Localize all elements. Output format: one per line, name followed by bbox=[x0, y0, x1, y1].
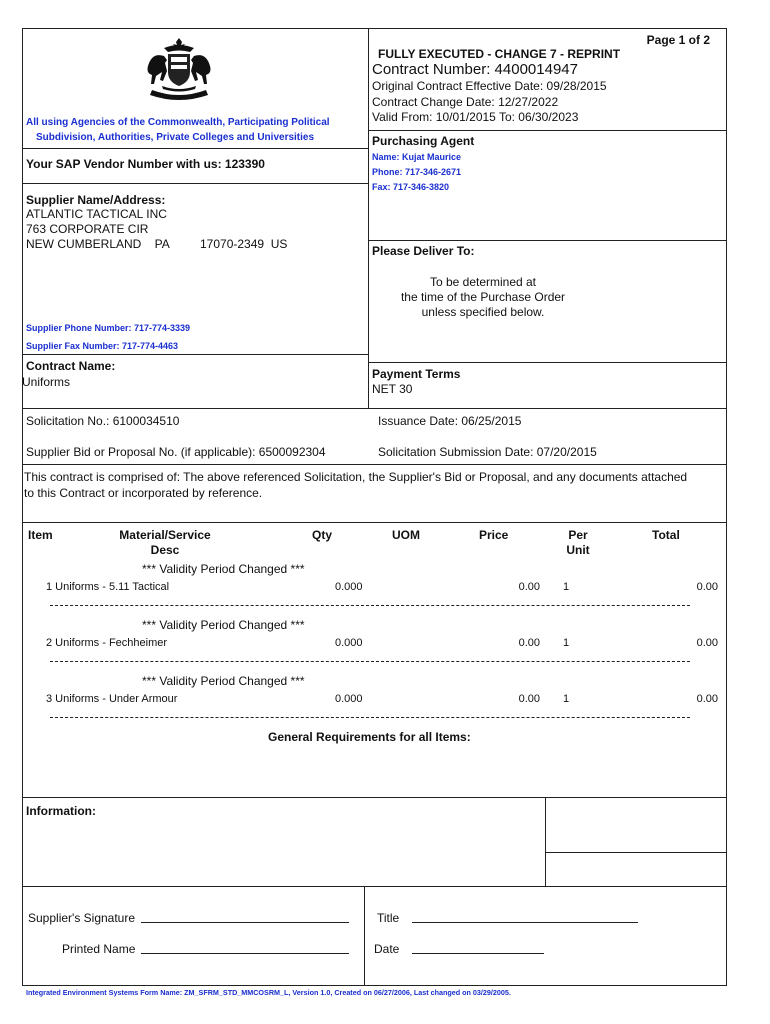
item-separator bbox=[50, 605, 690, 606]
deliver-line-1: To be determined at bbox=[429, 275, 537, 289]
issuance-date: Issuance Date: 06/25/2015 bbox=[378, 414, 522, 428]
supplier-zip: 17070-2349 US bbox=[200, 237, 288, 251]
contract-name-value: Uniforms bbox=[22, 375, 71, 389]
item-per: 1 bbox=[563, 581, 570, 593]
title-label: Title bbox=[377, 911, 400, 925]
information-heading: Information: bbox=[26, 804, 96, 818]
payment-terms-title: Payment Terms bbox=[372, 367, 461, 381]
col-qty: Qty bbox=[312, 528, 333, 542]
purchasing-agent-title: Purchasing Agent bbox=[372, 134, 475, 148]
supplier-title: Supplier Name/Address: bbox=[26, 193, 166, 207]
supplier-phone: Supplier Phone Number: 717-774-3339 bbox=[26, 323, 191, 333]
col-price: Price bbox=[479, 528, 509, 542]
item-note: *** Validity Period Changed *** bbox=[142, 674, 305, 688]
supplier-street: 763 CORPORATE CIR bbox=[26, 222, 149, 236]
purchasing-agent-fax: Fax: 717-346-3820 bbox=[372, 182, 450, 192]
supplier-signature-line[interactable] bbox=[141, 912, 349, 923]
item-note: *** Validity Period Changed *** bbox=[142, 562, 305, 576]
deliver-line-3: unless specified below. bbox=[421, 305, 545, 319]
item-qty: 0.000 bbox=[335, 693, 363, 705]
original-effective-date: Original Contract Effective Date: 09/28/2015 bbox=[372, 79, 607, 93]
item-qty: 0.000 bbox=[335, 581, 363, 593]
item-price: 0.00 bbox=[518, 581, 540, 593]
item-qty: 0.000 bbox=[335, 637, 363, 649]
col-material: Material/Service bbox=[119, 528, 211, 542]
payment-terms-value: NET 30 bbox=[372, 382, 413, 396]
supplier-signature-label: Supplier's Signature bbox=[28, 911, 136, 925]
supplier-name: ATLANTIC TACTICAL INC bbox=[26, 207, 167, 221]
item-per: 1 bbox=[563, 637, 570, 649]
purchasing-agent-phone: Phone: 717-346-2671 bbox=[372, 167, 462, 177]
title-line[interactable] bbox=[412, 912, 638, 923]
col-per-unit: Unit bbox=[566, 543, 590, 557]
item-line: 3 Uniforms - Under Armour bbox=[46, 693, 178, 705]
item-total: 0.00 bbox=[696, 637, 718, 649]
supplier-bid-number: Supplier Bid or Proposal No. (if applicable): 6500092304 bbox=[26, 445, 326, 459]
sap-vendor-number: Your SAP Vendor Number with us: 123390 bbox=[26, 157, 265, 171]
item-price: 0.00 bbox=[518, 693, 540, 705]
col-per: Per bbox=[568, 528, 588, 542]
item-line: 1 Uniforms - 5.11 Tactical bbox=[46, 581, 170, 593]
deliver-line-2: the time of the Purchase Order bbox=[400, 290, 566, 304]
item-note: *** Validity Period Changed *** bbox=[142, 618, 305, 632]
valid-period: Valid From: 10/01/2015 To: 06/30/2023 bbox=[372, 110, 579, 124]
purchasing-agent-name: Name: Kujat Maurice bbox=[372, 152, 462, 162]
col-total: Total bbox=[652, 528, 680, 542]
page-number: Page 1 of 2 bbox=[646, 33, 710, 47]
date-label: Date bbox=[374, 942, 400, 956]
item-total: 0.00 bbox=[696, 581, 718, 593]
printed-name-line[interactable] bbox=[141, 943, 349, 954]
general-requirements-heading: General Requirements for all Items: bbox=[268, 730, 471, 744]
contract-change-date: Contract Change Date: 12/27/2022 bbox=[372, 95, 559, 109]
item-price: 0.00 bbox=[518, 637, 540, 649]
col-material-desc: Desc bbox=[150, 543, 180, 557]
col-item: Item bbox=[28, 528, 53, 542]
document-status: FULLY EXECUTED - CHANGE 7 - REPRINT bbox=[378, 47, 621, 61]
contract-number: Contract Number: 4400014947 bbox=[372, 61, 578, 78]
item-per: 1 bbox=[563, 693, 570, 705]
item-total: 0.00 bbox=[696, 693, 718, 705]
agencies-line-2: Subdivision, Authorities, Private Colleges and Universities bbox=[36, 132, 315, 143]
commonwealth-seal-icon bbox=[140, 36, 218, 102]
comprised-line-1: This contract is comprised of: The above referenced Solicitation, the Supplier's Bid or Proposal, and any documents attached bbox=[24, 470, 688, 484]
contract-name-title: Contract Name: bbox=[26, 359, 116, 373]
item-separator bbox=[50, 661, 690, 662]
col-uom: UOM bbox=[392, 528, 420, 542]
supplier-fax: Supplier Fax Number: 717-774-4463 bbox=[26, 341, 179, 351]
item-separator bbox=[50, 717, 690, 718]
date-line[interactable] bbox=[412, 943, 544, 954]
supplier-city: NEW CUMBERLAND PA bbox=[26, 237, 170, 251]
printed-name-label: Printed Name bbox=[62, 942, 136, 956]
comprised-line-2: to this Contract or incorporated by reference. bbox=[24, 486, 263, 500]
solicitation-number: Solicitation No.: 6100034510 bbox=[26, 414, 180, 428]
agencies-line-1: All using Agencies of the Commonwealth, Participating Political bbox=[26, 117, 330, 128]
solicitation-submission-date: Solicitation Submission Date: 07/20/2015 bbox=[378, 445, 597, 459]
form-footer: Integrated Environment Systems Form Name: ZM_SFRM_STD_MMCOSRM_L, Version 1.0, Created on 06/27/2006, Last changed on 03/29/2005. bbox=[26, 988, 511, 997]
deliver-to-title: Please Deliver To: bbox=[372, 244, 475, 258]
item-line: 2 Uniforms - Fechheimer bbox=[46, 637, 168, 649]
